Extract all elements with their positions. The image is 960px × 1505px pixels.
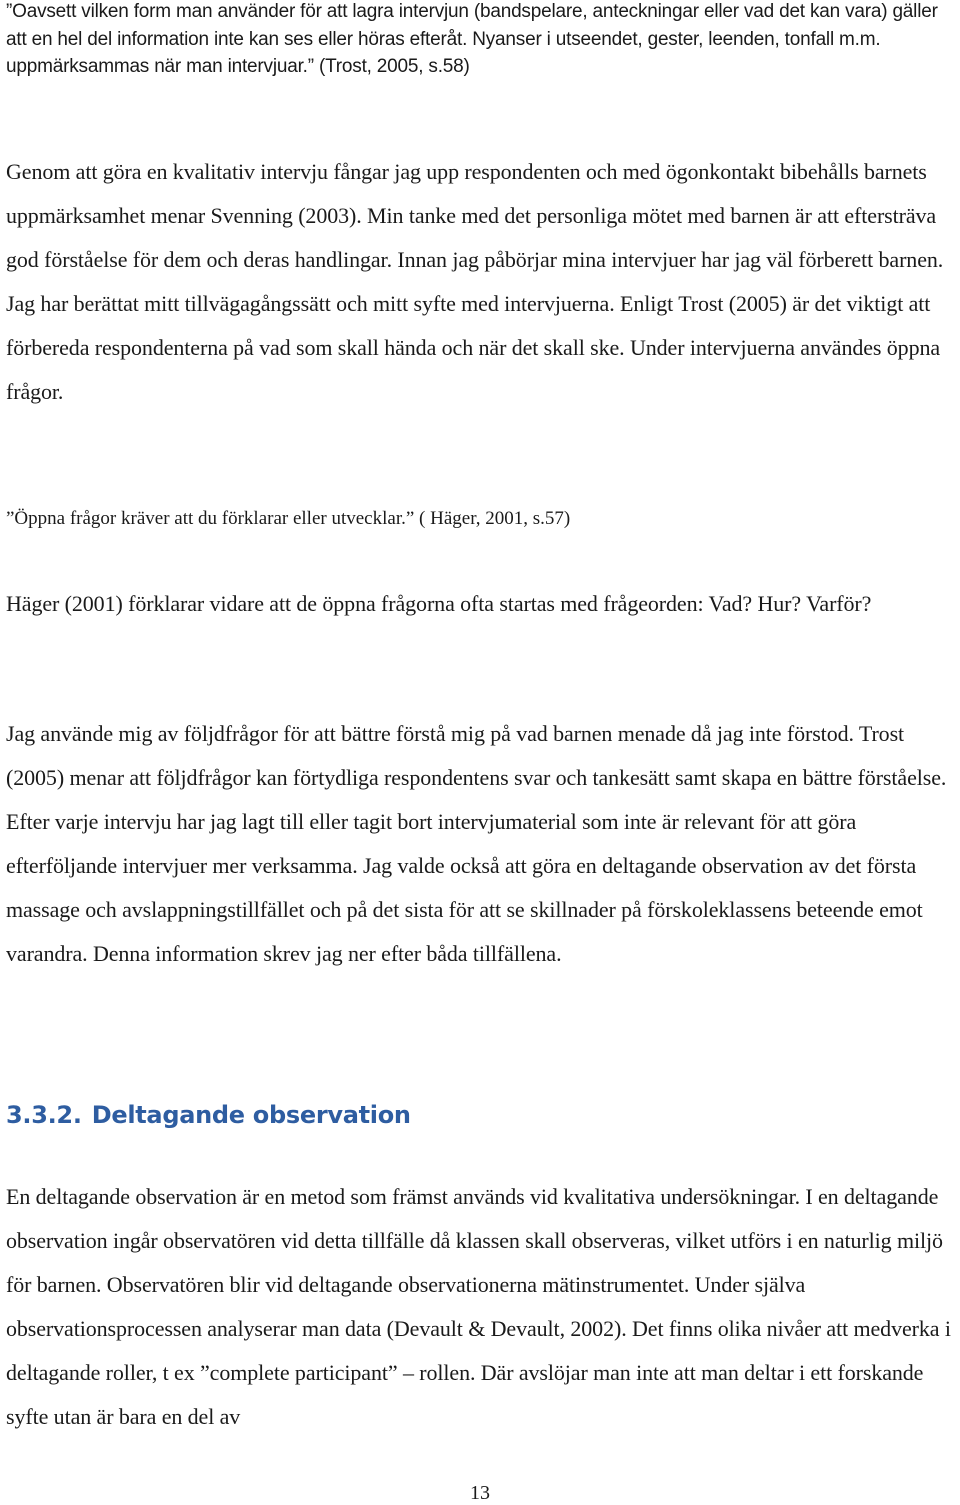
block-quote-trost: ”Oavsett vilken form man använder för att lagra intervjun (bandspelare, anteckningar eller vad det kan vara) gäller att en hel del information inte kan ses eller höras efteråt. Nyanser i utseendet, gester, leenden, tonfall m.m. uppmärksammas när man intervjuar.” (Trost, 2005, s.58) bbox=[6, 1, 938, 77]
section-heading bbox=[6, 1101, 411, 1129]
paragraph-open-questions: Häger (2001) förklarar vidare att de öppna frågorna ofta startas med frågeorden: Vad? Hur? Varför? bbox=[6, 591, 872, 616]
paragraph-observation: En deltagande observation är en metod som främst används vid kvalitativa undersökningar. I en deltagande observation ingår observatören vid detta tillfälle då klassen skall observeras, vilket utförs i en naturlig miljö för barnen. Observatören blir vid deltagande observationerna mätinstrumentet. Under själva observationsprocessen analyserar man data (Devault & Devault, 2002). Det finns olika nivåer att medverka i deltagande roller, t ex ”complete participant” – rollen. Där avslöjar man inte att man deltar i ett forskande syfte utan är bara en del av bbox=[6, 1184, 951, 1429]
page-number: 13 bbox=[470, 1482, 490, 1504]
section-number: 3.3.2. bbox=[6, 1101, 82, 1129]
section-title: Deltagande observation bbox=[91, 1101, 411, 1129]
paragraph-follow-up: Jag använde mig av följdfrågor för att bättre förstå mig på vad barnen menade då jag inte förstod. Trost (2005) menar att följdfrågor kan förtydliga respondentens svar och tankesätt samt skapa en bättre förståelse. Efter varje intervju har jag lagt till eller tagit bort intervjumaterial som inte är relevant för att göra efterföljande intervjuer mer verksamma. Jag valde också att göra en deltagande observation av det första massage och avslappningstillfället och på det sista för att se skillnader på förskoleklassens beteende emot varandra. Denna information skrev jag ner efter båda tillfällena. bbox=[6, 721, 947, 966]
paragraph-interview: Genom att göra en kvalitativ intervju fångar jag upp respondenten och med ögonkontakt bibehålls barnets uppmärksamhet menar Svenning (2003). Min tanke med det personliga mötet med barnen är att eftersträva god förståelse för dem och deras handlingar. Innan jag påbörjar mina intervjuer har jag väl förberett barnen. Jag har berättat mitt tillvägagångssätt och mitt syfte med intervjuerna. Enligt Trost (2005) är det viktigt att förbereda respondenterna på vad som skall hända och när det skall ske. Under intervjuerna användes öppna frågor. bbox=[6, 159, 944, 404]
block-quote-hager: ”Öppna frågor kräver att du förklarar eller utvecklar.” ( Häger, 2001, s.57) bbox=[6, 508, 571, 529]
